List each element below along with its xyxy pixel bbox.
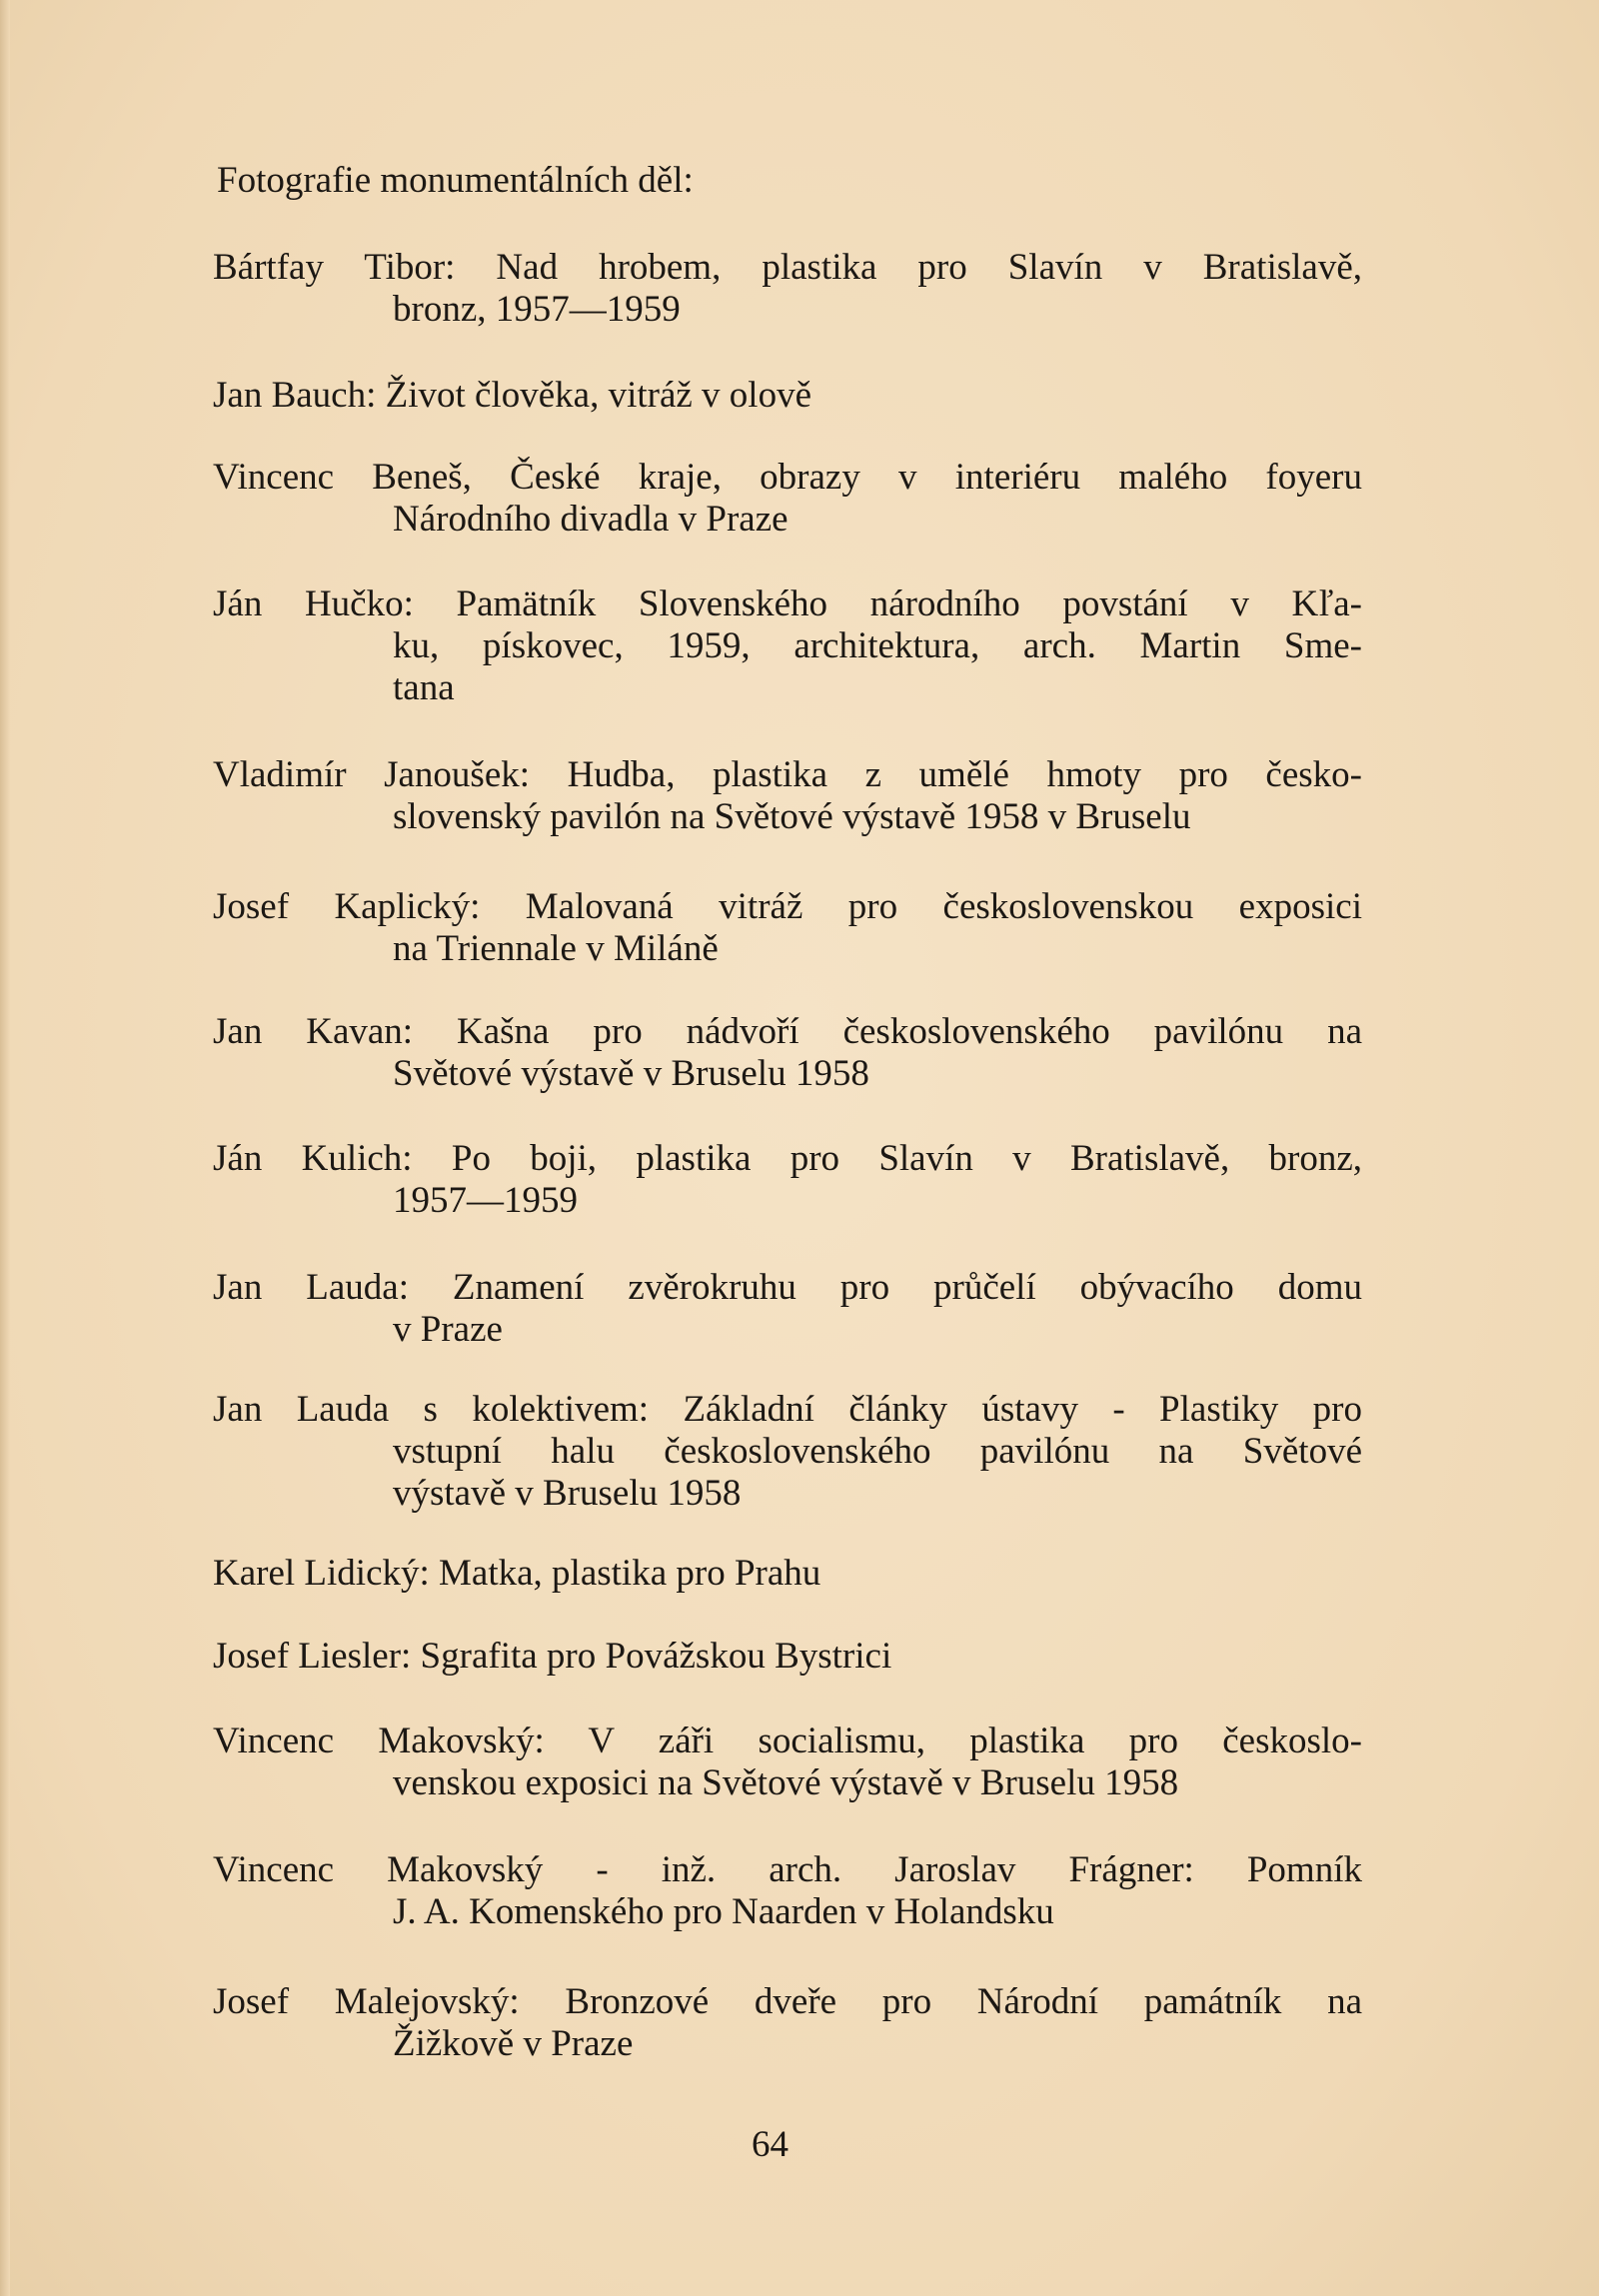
entry-first-line: Jan Lauda: Znamení zvěrokruhu pro průčelí obývacího domu (213, 1267, 1362, 1308)
list-item (213, 583, 1362, 709)
entry-first-line: Vincenc Beneš, České kraje, obrazy v interiéru malého foyeru (213, 457, 1362, 498)
list-item (213, 1636, 1362, 1678)
entry-first-line: Karel Lidický: Matka, plastika pro Prahu (213, 1553, 821, 1594)
list-item (213, 1553, 1362, 1595)
list-item (213, 1389, 1362, 1515)
entry-continuation-line: slovenský pavilón na Světové výstavě 1958 v Bruselu (393, 796, 1191, 837)
entry-first-line: Jan Bauch: Život člověka, vitráž v olově (213, 375, 812, 416)
entry-continuation-line: venskou exposici na Světové výstavě v Bruselu 1958 (393, 1762, 1179, 1803)
entry-first-line: Jan Kavan: Kašna pro nádvoří československého pavilónu na (213, 1011, 1362, 1052)
entry-continuation-line: J. A. Komenského pro Naarden v Holandsku (393, 1891, 1054, 1932)
entry-first-line: Ján Kulich: Po boji, plastika pro Slavín v Bratislavě, bronz, (213, 1138, 1362, 1179)
entry-first-line: Josef Liesler: Sgrafita pro Povážskou Bystrici (213, 1636, 892, 1677)
list-item (213, 1267, 1362, 1351)
list-item (213, 754, 1362, 838)
page-edge (0, 0, 10, 2296)
entry-continuation-line: 1957—1959 (393, 1180, 578, 1221)
list-item (213, 1721, 1362, 1804)
entry-continuation-line: výstavě v Bruselu 1958 (393, 1473, 742, 1514)
entry-continuation-line: bronz, 1957—1959 (393, 289, 681, 330)
list-item (213, 1011, 1362, 1095)
entry-continuation-line: Světové výstavě v Bruselu 1958 (393, 1053, 869, 1094)
list-item (213, 886, 1362, 970)
entry-first-line: Vincenc Makovský: V záři socialismu, plastika pro českoslo- (213, 1721, 1362, 1761)
list-item (213, 457, 1362, 541)
entry-first-line: Jan Lauda s kolektivem: Základní články ústavy - Plastiky pro (213, 1389, 1362, 1430)
entry-first-line: Josef Kaplický: Malovaná vitráž pro československou exposici (213, 886, 1362, 927)
entry-continuation-line: vstupní halu československého pavilónu na Světové (393, 1431, 1362, 1472)
page-number: 64 (752, 2124, 789, 2165)
list-item (213, 1138, 1362, 1222)
entry-continuation-line: v Praze (393, 1309, 503, 1350)
entry-first-line: Vladimír Janoušek: Hudba, plastika z umělé hmoty pro česko- (213, 754, 1362, 795)
entry-first-line: Josef Malejovský: Bronzové dveře pro Národní památník na (213, 1981, 1362, 2022)
list-item (213, 1981, 1362, 2065)
entry-first-line: Bártfay Tibor: Nad hrobem, plastika pro Slavín v Bratislavě, (213, 247, 1362, 288)
list-item (213, 375, 1362, 417)
entry-continuation-line: na Triennale v Miláně (393, 928, 719, 969)
entry-continuation-line: tana (393, 667, 455, 708)
section-heading: Fotografie monumentálních děl: (217, 160, 694, 201)
entry-first-line: Ján Hučko: Pamätník Slovenského národního povstání v Kľa- (213, 583, 1362, 624)
entry-continuation-line: Národního divadla v Praze (393, 499, 789, 540)
entry-first-line: Vincenc Makovský - inž. arch. Jaroslav Frágner: Pomník (213, 1849, 1362, 1890)
entry-continuation-line: Žižkově v Praze (393, 2023, 634, 2064)
list-item (213, 1849, 1362, 1933)
entry-continuation-line: ku, pískovec, 1959, architektura, arch. Martin Sme- (393, 625, 1362, 666)
list-item (213, 247, 1362, 331)
